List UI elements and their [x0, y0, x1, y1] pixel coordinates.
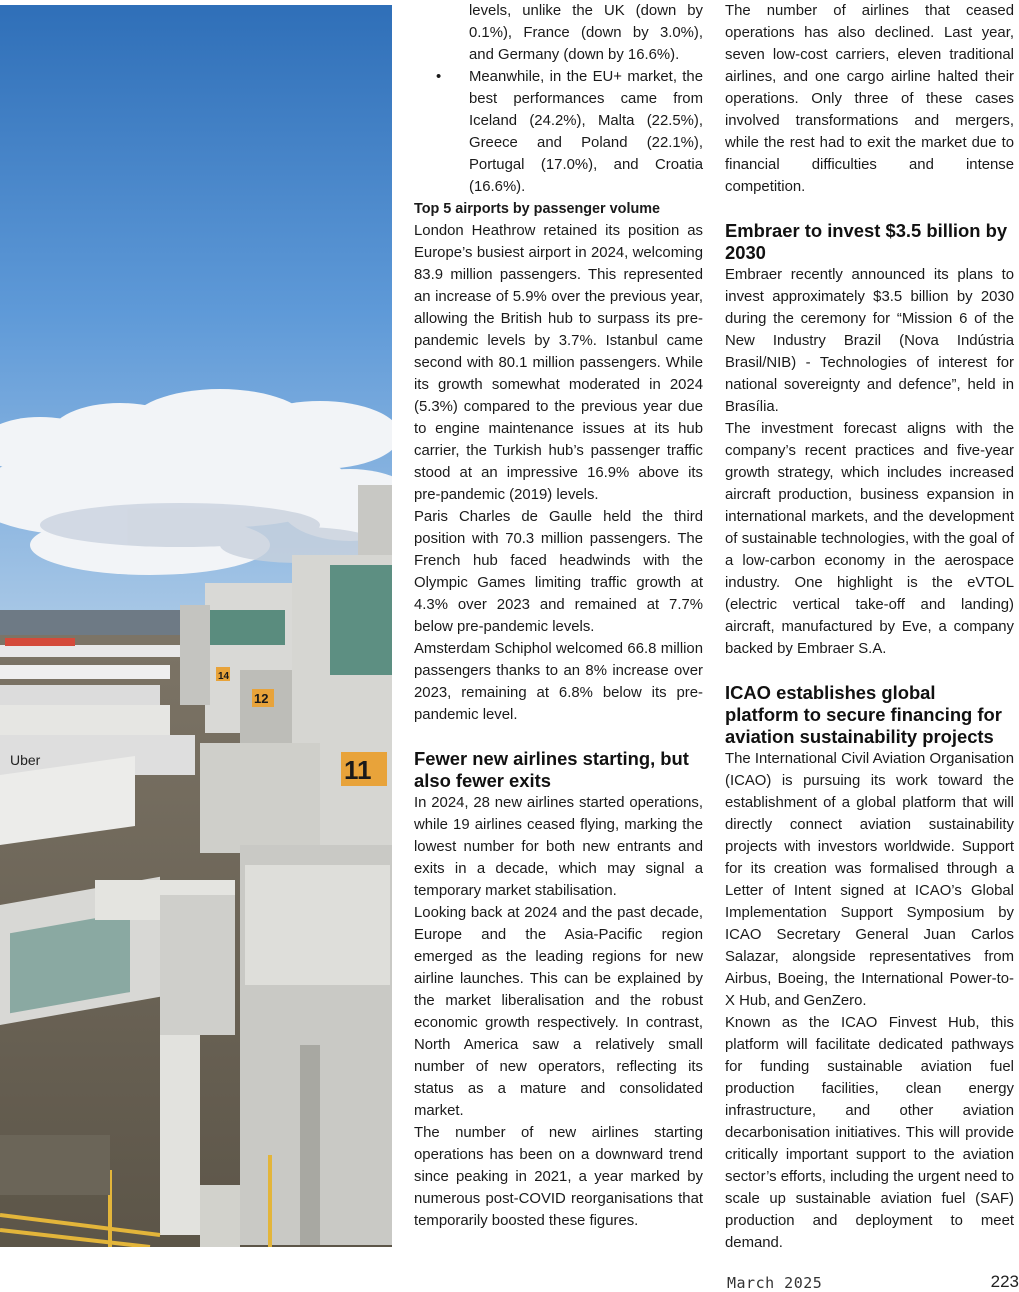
- paragraph: The International Civil Aviation Organisation (ICAO) is pursuing its work toward the establishment of a global platform that will directly connect aviation sustainability projects with investors worldwide. Support for its creation was formalised through a Letter of Intent signed at ICAO’s Global Implementation Support Symposium by ICAO Secretary General Juan Carlos Salazar, alongside representatives from Airbus, Boeing, the International Power-to-X Hub, and GenZero.: [725, 751, 1014, 1009]
- column-right: [725, 0, 1014, 1254]
- list-item: • Meanwhile, in the EU+ market, the best performances came from Iceland (24.2%), Malta (22.5%), Greece and Poland (22.1%), Portugal (17.0%), and Croatia (16.6%).: [436, 69, 703, 195]
- section-heading: ICAO establishes global platform to secure financing for aviation sustainability projects: [725, 682, 1002, 747]
- airport-illustration: [0, 5, 392, 1247]
- distant-planes: [0, 638, 180, 705]
- gate-sign-14: 14: [218, 671, 230, 682]
- bullet-continuation: levels, unlike the UK (down by 0.1%), France (down by 3.0%), and Germany (down by 16.6%).: [469, 3, 703, 63]
- section-heading: Fewer new airlines starting, but also fewer exits: [414, 748, 689, 791]
- bullet-list: [436, 66, 703, 198]
- gate-sign-11: 11: [344, 755, 372, 785]
- airport-photo: [0, 5, 392, 1247]
- paragraph: In 2024, 28 new airlines started operations, while 19 airlines ceased flying, marking the lowest number for both new entrants and exits in a decade, which may signal a temporary market stabilisation.: [414, 795, 703, 899]
- section-heading: Embraer to invest $3.5 billion by 2030: [725, 220, 1008, 263]
- gate-sign-12: 12: [254, 691, 269, 706]
- page-number: 223: [990, 1272, 1019, 1291]
- column-left: [414, 0, 703, 1232]
- paragraph: The investment forecast aligns with the company’s recent practices and five-year growth strategy, which includes increased aircraft production, business expansion in international markets, and the development of sustainable technologies, with the goal of a low-carbon economy in the aerospace industry. One highlight is the eVTOL (electric vertical take-off and landing) aircraft, manufactured by Eve, a company backed by Embraer S.A.: [725, 421, 1014, 657]
- paragraph: London Heathrow retained its position as Europe’s busiest airport in 2024, welcoming 83.9 million passengers. This represented an increase of 5.9% over the previous year, allowing the British hub to surpass its pre-pandemic levels by 3.7%. Istanbul came second with 80.1 million passengers. While its growth somewhat moderated in 2024 (5.3%) compared to the previous year due to engine maintenance issues at its hub carrier, the Turkish hub’s passenger traffic stood at an impressive 16.9% above its pre-pandemic (2019) levels.: [414, 223, 703, 503]
- section-subhead: Top 5 airports by passenger volume: [414, 201, 661, 217]
- paragraph: Embraer recently announced its plans to invest approximately $3.5 billion by 2030 during the ceremony for “Mission 6 of the New Industry Brazil (Nova Indústria Brasil/NIB) - Technologies of interest for national sovereignty and defence”, held in Brasília.: [725, 267, 1014, 415]
- paragraph: Looking back at 2024 and the past decade, Europe and the Asia-Pacific region emerged as the leading regions for new airline launches. This can be explained by the market liberalisation and the robust economic growth respectively. In contrast, North America saw a relatively small number of new operators, reflecting its status as a mature and consolidated market.: [414, 905, 703, 1119]
- paragraph: Known as the ICAO Finvest Hub, this platform will facilitate dedicated pathways for funding sustainable aviation fuel production facilities, clean energy infrastructure, and other aviation decarbonisation initiatives. This will provide critically important support to the aviation sector’s efforts, including the urgent need to scale up sustainable aviation fuel (SAF) production and deployment to meet demand.: [725, 1015, 1014, 1251]
- paragraph: The number of airlines that ceased operations has also declined. Last year, seven low-cost carriers, eleven traditional airlines, and one cargo airline halted their operations. Only three of these cases involved transformations and mergers, while the rest had to exit the market due to financial difficulties and intense competition.: [725, 3, 1014, 195]
- svg-text:Uber: Uber: [10, 752, 41, 768]
- paragraph: Amsterdam Schiphol welcomed 66.8 million passengers thanks to an 8% increase over 2023, remaining at 6.8% below its pre-pandemic level.: [414, 641, 703, 723]
- paragraph: Paris Charles de Gaulle held the third position with 70.3 million passengers. The French hub faced headwinds with the Olympic Games limiting traffic growth at 4.3% over 2023 and remained at 7.7% below pre-pandemic levels.: [414, 509, 703, 635]
- paragraph: The number of new airlines starting operations has been on a downward trend since peaking in 2021, a year marked by numerous post-COVID reorganisations that temporarily boosted these figures.: [414, 1125, 703, 1229]
- footer-date: March 2025: [727, 1274, 823, 1292]
